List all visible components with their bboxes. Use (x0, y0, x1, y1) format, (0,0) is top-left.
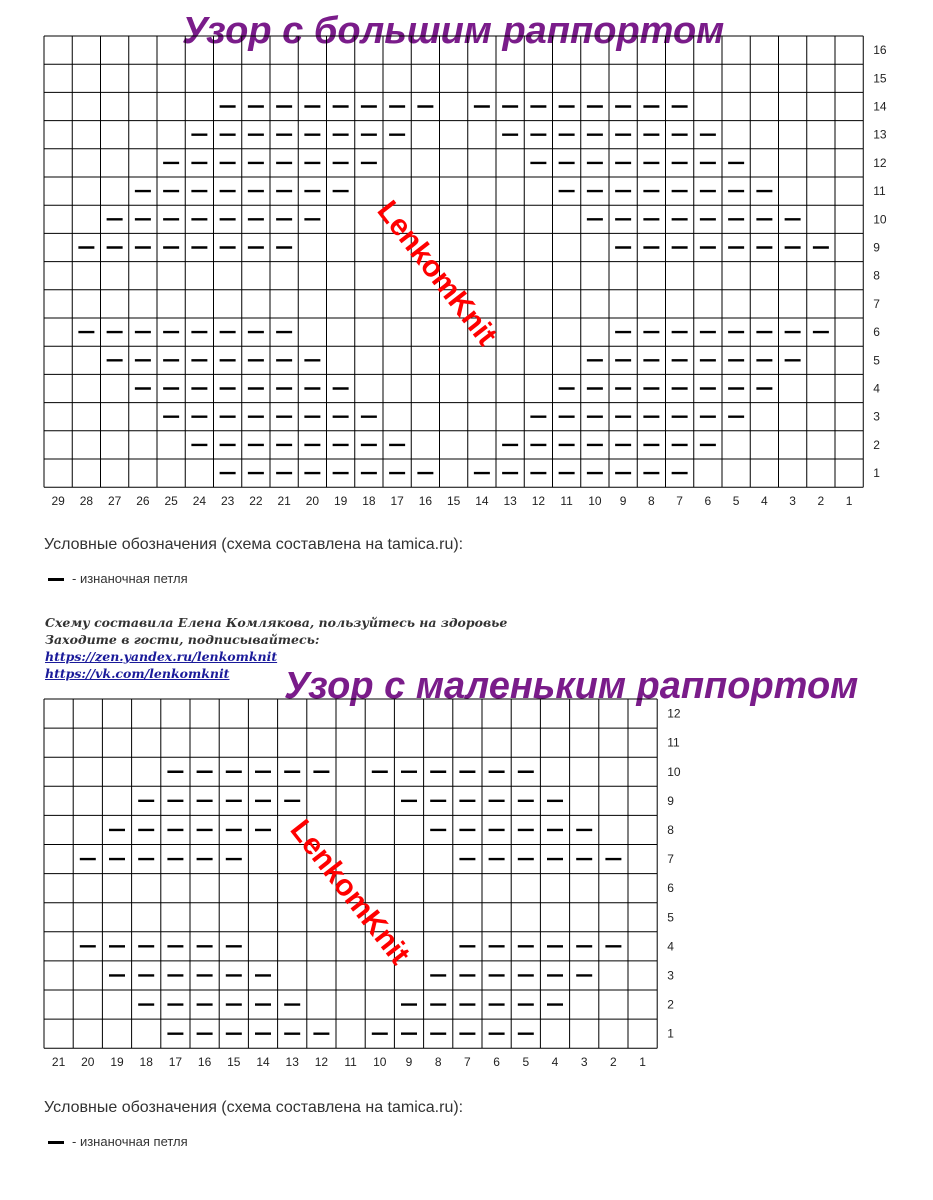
chart1-row-label: 13 (873, 127, 887, 142)
legend2-row (48, 1134, 188, 1149)
chart1-row-label: 14 (873, 99, 887, 114)
chart1-row-label: 6 (873, 325, 880, 340)
vk-link[interactable]: https://vk.com/lenkomknit (45, 666, 230, 681)
chart1-col-label: 5 (732, 494, 740, 509)
chart2-row-label: 8 (667, 822, 674, 837)
chart1-col-label: 19 (333, 494, 348, 509)
chart2-col-label: 17 (168, 1055, 183, 1070)
chart1-row-label: 11 (873, 184, 886, 199)
author-line-1: Схему составила Елена Комлякова, пользуйтесь на здоровье (45, 615, 508, 630)
chart1-col-label: 25 (164, 494, 178, 509)
chart2-row-label: 10 (667, 764, 681, 779)
chart1-col-label: 2 (817, 494, 825, 509)
legend2-purl-label: - изнаночная петля (72, 1134, 188, 1149)
chart2-watermark: LenkomKnit (283, 813, 417, 971)
chart1-row-label: 10 (873, 212, 887, 227)
chart1-col-label: 29 (51, 494, 65, 509)
chart1-col-label: 23 (220, 494, 235, 509)
chart1-col-label: 16 (418, 494, 433, 509)
zen-link[interactable]: https://zen.yandex.ru/lenkomknit (45, 649, 278, 664)
chart1-col-label: 11 (560, 494, 573, 509)
chart1-col-label: 10 (588, 494, 602, 509)
chart1-col-label: 17 (390, 494, 404, 509)
chart1-row-label: 4 (873, 381, 880, 396)
chart1-watermark: LenkomKnit (370, 194, 504, 352)
chart1-col-label: 20 (305, 494, 320, 509)
chart1-row-label: 9 (873, 240, 880, 255)
chart2-col-label: 10 (373, 1055, 387, 1070)
chart1-col-label: 18 (362, 494, 376, 509)
chart2-col-label: 1 (639, 1055, 646, 1070)
chart1-col-label: 13 (503, 494, 517, 509)
chart1-row-label: 3 (873, 409, 880, 424)
chart1-row-label: 2 (873, 437, 880, 452)
chart1-col-label: 8 (648, 494, 655, 509)
chart1-col-label: 4 (761, 494, 768, 509)
chart1-title: Узор с большим раппортом (182, 10, 725, 52)
chart2-col-label: 2 (610, 1055, 617, 1070)
chart2-row-label: 11 (667, 735, 680, 750)
chart1-col-label: 9 (619, 494, 627, 509)
chart1-row-label: 16 (873, 43, 887, 58)
chart2-row-label: 6 (667, 881, 674, 896)
chart2-col-label: 5 (522, 1055, 530, 1070)
chart1-col-label: 3 (789, 494, 796, 509)
purl-symbol (48, 1141, 64, 1144)
chart2-col-label: 4 (551, 1055, 559, 1070)
legend2-title: Условные обозначения (схема составлена на tamica.ru): (44, 1099, 464, 1116)
chart2-row-label: 12 (667, 706, 681, 721)
chart2-row-label: 1 (667, 1026, 674, 1041)
chart2-col-label: 6 (493, 1055, 500, 1070)
chart2-row-label: 3 (667, 968, 674, 983)
chart2-col-label: 16 (197, 1055, 212, 1070)
chart1-col-label: 7 (676, 494, 683, 509)
chart1-col-label: 15 (446, 494, 461, 509)
chart2-col-label: 7 (464, 1055, 471, 1070)
chart2-title: Узор с маленьким раппортом (284, 665, 859, 707)
legend1-title: Условные обозначения (схема составлена на tamica.ru): (44, 536, 464, 553)
chart1-col-label: 27 (107, 494, 122, 509)
chart2-row-label: 9 (667, 793, 674, 808)
chart1-row-label: 7 (873, 296, 880, 311)
chart2-col-label: 19 (110, 1055, 124, 1070)
chart1-row-label: 8 (873, 268, 880, 283)
chart1-col-label: 21 (277, 494, 291, 509)
chart2-col-label: 20 (81, 1055, 95, 1070)
author-line-2: Заходите в гости, подписывайтесь: (45, 632, 320, 647)
chart2-col-label: 21 (51, 1055, 66, 1070)
legend1-purl-label: - изнаночная петля (72, 571, 188, 586)
chart2-col-label: 14 (256, 1055, 270, 1070)
chart1-row-label: 1 (873, 466, 880, 481)
chart1-col-label: 22 (249, 494, 263, 509)
chart1-row-label: 15 (873, 71, 887, 86)
chart1-col-label: 24 (192, 494, 207, 509)
chart2-row-label: 5 (667, 910, 674, 925)
chart1-col-label: 26 (136, 494, 150, 509)
chart2-col-label: 12 (314, 1055, 329, 1070)
chart1-col-label: 1 (845, 494, 853, 509)
chart1-col-label: 12 (531, 494, 546, 509)
chart2-row-label: 4 (667, 939, 674, 954)
chart2-row-label: 7 (667, 852, 674, 867)
chart2-col-label: 15 (227, 1055, 241, 1070)
chart2-col-label: 11 (344, 1055, 357, 1070)
chart2-col-label: 18 (139, 1055, 153, 1070)
chart2-col-label: 3 (580, 1055, 588, 1070)
chart2-col-label: 8 (434, 1055, 442, 1070)
chart2-col-label: 13 (285, 1055, 299, 1070)
chart2-col-label: 9 (405, 1055, 413, 1070)
chart2-row-label: 2 (667, 997, 674, 1012)
chart1-col-label: 14 (475, 494, 489, 509)
chart1-row-label: 5 (873, 353, 880, 368)
chart1-col-label: 28 (79, 494, 94, 509)
chart1-row-label: 12 (873, 155, 887, 170)
chart1-col-label: 6 (704, 494, 712, 509)
